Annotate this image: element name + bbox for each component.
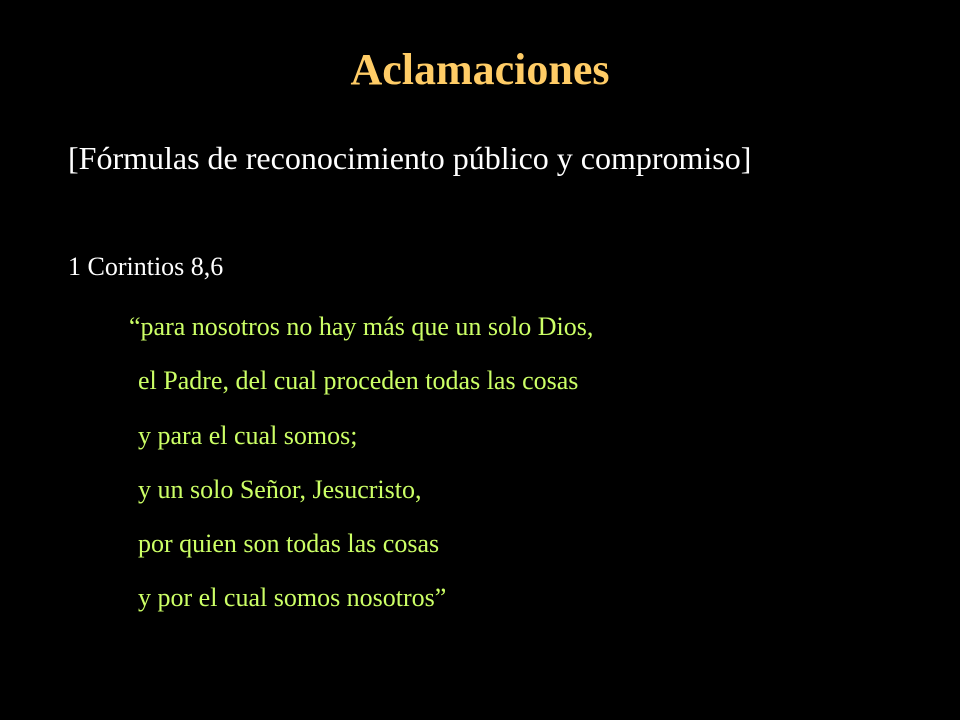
verse-line: por quien son todas las cosas bbox=[138, 529, 440, 559]
scripture-reference: 1 Corintios 8,6 bbox=[68, 252, 224, 281]
slide-subtitle: [Fórmulas de reconocimiento público y compromiso] bbox=[68, 140, 752, 176]
verse-line: y para el cual somos; bbox=[138, 420, 358, 450]
slide-title: Aclamaciones bbox=[350, 45, 610, 94]
verse-quote bbox=[0, 300, 593, 626]
verse-line: el Padre, del cual proceden todas las cosas bbox=[138, 366, 579, 396]
verse-line: y por el cual somos nosotros” bbox=[138, 583, 447, 613]
verse-line: “para nosotros no hay más que un solo Dios, bbox=[129, 312, 594, 341]
verse-line: y un solo Señor, Jesucristo, bbox=[138, 474, 422, 504]
